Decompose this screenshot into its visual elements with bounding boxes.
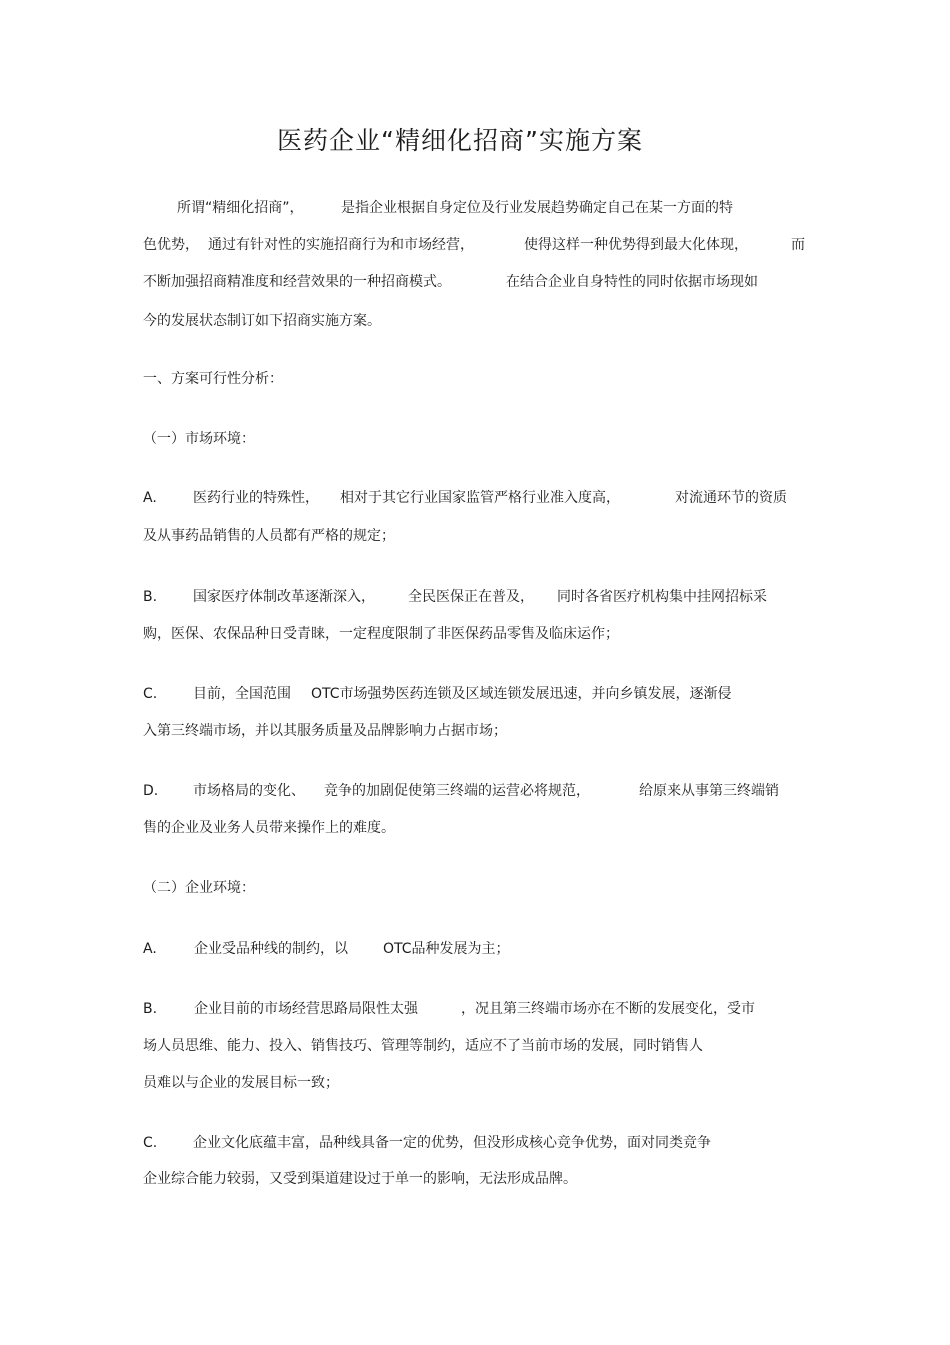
- item-text: OTC品种发展为主；: [383, 941, 510, 957]
- item-text: ，况且第三终端市场亦在不断的发展变化，受市: [461, 1001, 755, 1017]
- item-text: 购，医保、农保品种日受青睐，一定程度限制了非医保药品零售及临床运作；: [143, 626, 619, 642]
- intro-text: 使得这样一种优势得到最大化体现，: [524, 237, 748, 253]
- subsection-heading-text: （二）企业环境：: [143, 880, 255, 896]
- item-marker: D.: [143, 783, 159, 799]
- item-text: 企业目前的市场经营思路局限性太强: [194, 1001, 418, 1017]
- item-text: 给原来从事第三终端销: [639, 783, 779, 799]
- item-text: 目前，全国范围: [193, 686, 291, 702]
- enterprise-item-c-line-2: [143, 1169, 577, 1229]
- item-text: 员难以与企业的发展目标一致；: [143, 1075, 339, 1091]
- item-text: 相对于其它行业国家监管严格行业准入度高，: [340, 490, 620, 506]
- intro-text: 不断加强招商精准度和经营效果的一种招商模式。: [143, 274, 451, 290]
- enterprise-item-b-line-3: [143, 1073, 339, 1133]
- market-item-c-line-2: [143, 721, 507, 781]
- subsection-heading-market: [143, 429, 255, 489]
- market-item-b-line-2: [143, 624, 619, 684]
- section-heading-1: [143, 369, 283, 429]
- market-item-d-line-2: [143, 818, 395, 878]
- intro-line-4: [143, 311, 381, 371]
- intro-text: 在结合企业自身特性的同时依据市场现如: [506, 274, 758, 290]
- item-marker: C.: [143, 1135, 158, 1151]
- item-text: 国家医疗体制改革逐渐深入，: [193, 589, 375, 605]
- intro-text: 色优势，: [143, 237, 199, 253]
- section-heading-text: 一、方案可行性分析：: [143, 371, 283, 387]
- item-marker: B.: [143, 1001, 158, 1017]
- item-text: 场人员思维、能力、投入、销售技巧、管理等制约，适应不了当前市场的发展，同时销售人: [143, 1038, 703, 1054]
- intro-text: 所谓“精细化招商”，: [177, 200, 304, 216]
- document-title: 医药企业“精细化招商”实施方案: [277, 126, 643, 155]
- item-marker: A.: [143, 941, 157, 957]
- intro-text: 是指企业根据自身定位及行业发展趋势确定自己在某一方面的特: [341, 200, 733, 216]
- intro-text: 通过有针对性的实施招商行为和市场经营，: [208, 237, 474, 253]
- market-item-a-line-2: [143, 526, 395, 586]
- item-marker: B.: [143, 589, 158, 605]
- item-text: 竞争的加剧促使第三终端的运营必将规范，: [324, 783, 590, 799]
- item-text: 医药行业的特殊性，: [193, 490, 319, 506]
- item-text: 市场格局的变化、: [193, 783, 305, 799]
- subsection-heading-enterprise: [143, 878, 255, 938]
- item-text: 及从事药品销售的人员都有严格的规定；: [143, 528, 395, 544]
- item-text: 同时各省医疗机构集中挂网招标采: [557, 589, 767, 605]
- item-text: 入第三终端市场，并以其服务质量及品牌影响力占据市场；: [143, 723, 507, 739]
- item-text: OTC市场强势医药连锁及区域连锁发展迅速，并向乡镇发展，逐渐侵: [311, 686, 732, 702]
- item-text: 对流通环节的资质: [675, 490, 787, 506]
- item-text: 企业受品种线的制约，以: [194, 941, 348, 957]
- intro-text: 而: [791, 237, 805, 253]
- item-text: 售的企业及业务人员带来操作上的难度。: [143, 820, 395, 836]
- item-marker: A.: [143, 490, 157, 506]
- subsection-heading-text: （一）市场环境：: [143, 431, 255, 447]
- item-marker: C.: [143, 686, 158, 702]
- item-text: 企业综合能力较弱，又受到渠道建设过于单一的影响，无法形成品牌。: [143, 1171, 577, 1187]
- intro-text: 今的发展状态制订如下招商实施方案。: [143, 313, 381, 329]
- item-text: 企业文化底蕴丰富，品种线具备一定的优势，但没形成核心竞争优势，面对同类竞争: [193, 1135, 711, 1151]
- item-text: 全民医保正在普及，: [408, 589, 534, 605]
